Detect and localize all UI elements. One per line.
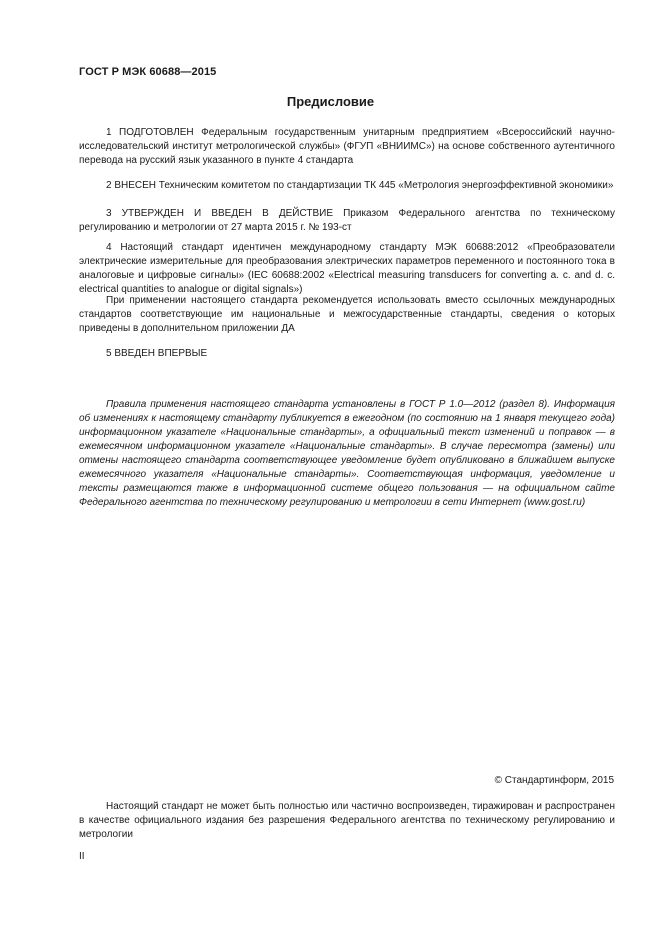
reproduction-notice: Настоящий стандарт не может быть полностью или частично воспроизведен, тиражирован и распространен в качестве официального издания без разрешения Федерального агентства по техническому регулированию и метрологии bbox=[79, 801, 615, 840]
copyright-notice: © Стандартинформ, 2015 bbox=[494, 775, 614, 786]
page-number: II bbox=[79, 851, 85, 862]
paragraph-4-references: При применении настоящего стандарта рекомендуется использовать вместо ссылочных международных стандартов соответствующие им национальные и межгосударственные стандарты, сведения о которых приведены в дополнительном приложении ДА bbox=[79, 295, 615, 334]
paragraph-5-first-introduced: 5 ВВЕДЕН ВПЕРВЫЕ bbox=[106, 348, 208, 359]
application-rules-notice: Правила применения настоящего стандарта установлены в ГОСТ Р 1.0—2012 (раздел 8). Информация об изменениях к настоящему стандарту публикуется в ежегодном (по состоянию на 1 января текущего года) информационном указателе «Национальные стандарты», а официальный текст изменений и поправок — в ежемесячном информационном указателе «Национальные стандарты». В случае пересмотра (замены) или отмены настоящего стандарта соответствующее уведомление будет опубликовано в ближайшем выпуске ежемесячного указателя «Национальные стандарты». Соответствующая информация, уведомление и тексты размещаются также в информационной системе общего пользования — на официальном сайте Федерального агентства по техническому регулированию и метрологии в сети Интернет (www.gost.ru) bbox=[79, 399, 615, 508]
paragraph-4-identical: 4 Настоящий стандарт идентичен международному стандарту МЭК 60688:2012 «Преобразователи электрические измерительные для преобразования электрических параметров переменного и постоянного тока в аналоговые и цифровые сигналы» (IEC 60688:2002 «Electrical measuring transducers for converting a. c. and d. c. electrical quantities to analogue or digital signals») bbox=[79, 242, 615, 295]
paragraph-1-prepared: 1 ПОДГОТОВЛЕН Федеральным государственным унитарным предприятием «Всероссийский научно-исследовательский институт метрологической службы» (ФГУП «ВНИИМС») на основе собственного аутентичного перевода на русский язык указанного в пункте 4 стандарта bbox=[79, 127, 615, 166]
document-code-header: ГОСТ Р МЭК 60688—2015 bbox=[79, 66, 217, 78]
page-title: Предисловие bbox=[286, 94, 375, 109]
paragraph-2-introduced: 2 ВНЕСЕН Техническим комитетом по стандартизации ТК 445 «Метрология энергоэффективной экономики» bbox=[106, 180, 614, 191]
paragraph-3-approved: 3 УТВЕРЖДЕН И ВВЕДЕН В ДЕЙСТВИЕ Приказом Федерального агентства по техническому регулированию и метрологии от 27 марта 2015 г. № 193-ст bbox=[79, 208, 615, 233]
